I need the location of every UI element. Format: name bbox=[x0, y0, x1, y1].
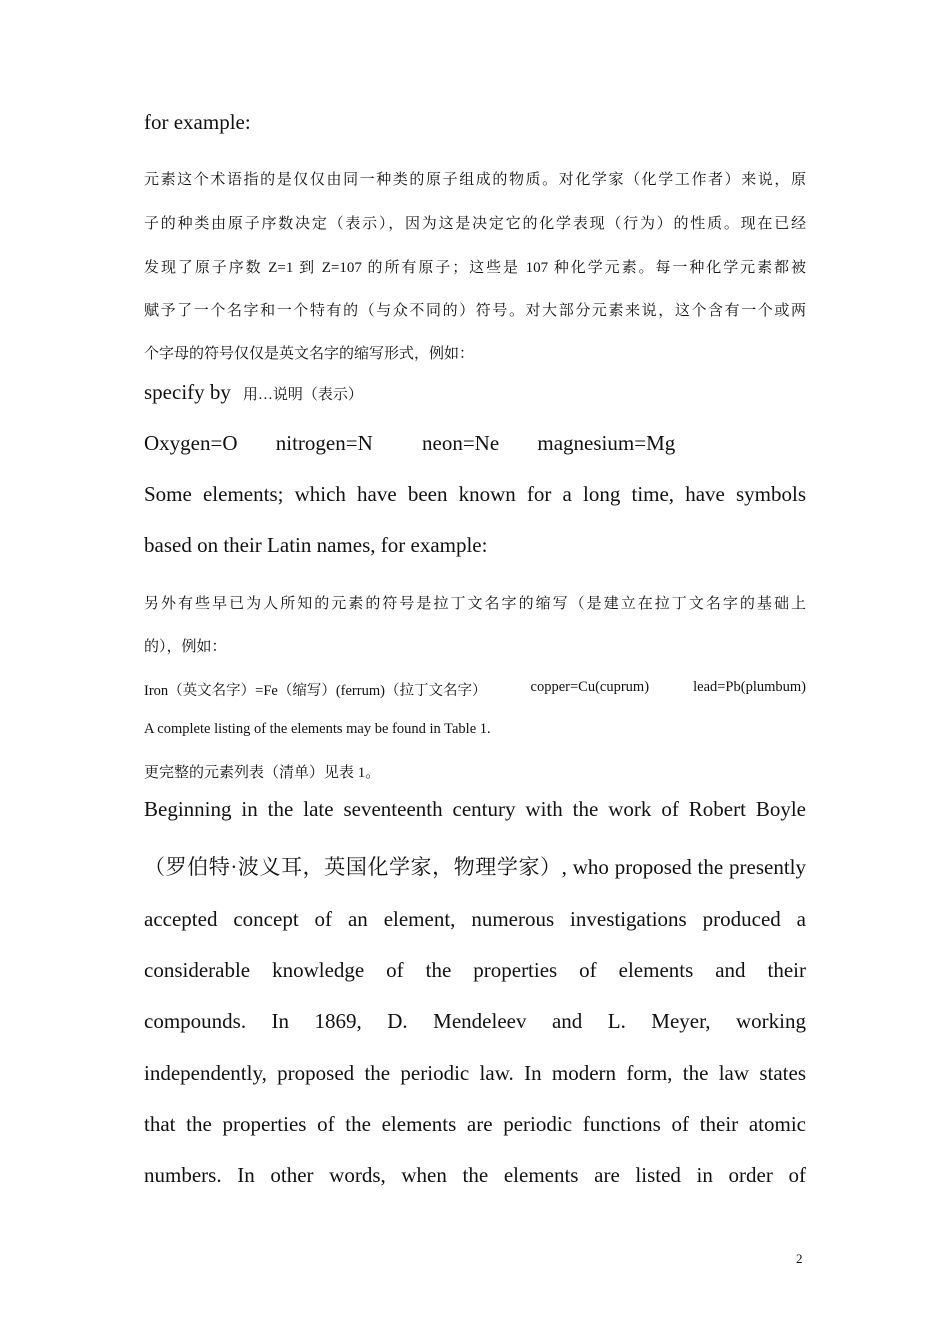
latin-examples-row bbox=[144, 679, 806, 700]
boyle-line-8: numbers. In other words, when the elements are listed in order of bbox=[144, 1163, 806, 1187]
latin-example-copper: copper=Cu(cuprum) bbox=[530, 679, 650, 695]
cn-para1-line-4: 赋予了一个名字和一个特有的（与众不同的）符号。对大部分元素来说，这个含有一个或两 bbox=[144, 303, 806, 319]
latin-example-iron: Iron（英文名字）=Fe（缩写）(ferrum)（拉丁文名字） bbox=[144, 683, 487, 699]
complete-listing-line: A complete listing of the elements may be found in Table 1. bbox=[144, 721, 491, 737]
boyle-line-2: （罗伯特·波义耳，英国化学家，物理学家）, who proposed the presently bbox=[144, 855, 806, 879]
element-neon: neon=Ne bbox=[422, 431, 500, 455]
element-oxygen: Oxygen=O bbox=[144, 431, 238, 455]
boyle-line-6: independently, proposed the periodic law. In modern form, the law states bbox=[144, 1061, 806, 1085]
for-example-heading: for example: bbox=[144, 110, 251, 134]
specify-term: specify by bbox=[144, 380, 231, 404]
cn-para1-line-5: 个字母的符号仅仅是英文名字的缩写形式，例如： bbox=[144, 346, 475, 362]
cn-para2-line-2: 的），例如： bbox=[144, 639, 227, 655]
boyle-line-5: compounds. In 1869, D. Mendeleev and L. Meyer, working bbox=[144, 1009, 806, 1033]
cn-listing-line: 更完整的元素列表（清单）见表 1。 bbox=[144, 765, 381, 781]
boyle-line-1: Beginning in the late seventeenth century with the work of Robert Boyle bbox=[144, 797, 806, 821]
cn-para2-line-1: 另外有些早已为人所知的元素的符号是拉丁文名字的缩写（是建立在拉丁文名字的基础上 bbox=[144, 596, 806, 612]
element-nitrogen: nitrogen=N bbox=[275, 431, 373, 455]
cn-para1-line-3: 发现了原子序数 Z=1 到 Z=107 的所有原子；这些是 107 种化学元素。每一种化学元素都被 bbox=[144, 260, 806, 276]
latin-example-lead: lead=Pb(plumbum) bbox=[693, 679, 806, 695]
element-magnesium: magnesium=Mg bbox=[537, 431, 676, 455]
page-number: 2 bbox=[796, 1251, 803, 1266]
cn-para1-line-2: 子的种类由原子序数决定（表示），因为这是决定它的化学表现（行为）的性质。现在已经 bbox=[144, 216, 806, 232]
boyle-line-4: considerable knowledge of the properties of elements and their bbox=[144, 958, 806, 982]
boyle-line-3: accepted concept of an element, numerous investigations produced a bbox=[144, 907, 806, 931]
boyle-line-7: that the properties of the elements are periodic functions of their atomic bbox=[144, 1112, 806, 1136]
some-elements-line-2: based on their Latin names, for example: bbox=[144, 533, 488, 557]
some-elements-line-1: Some elements; which have been known for a long time, have symbols bbox=[144, 482, 806, 506]
element-symbols-row bbox=[144, 431, 675, 456]
specify-definition: 用…说明（表示） bbox=[242, 387, 363, 403]
specify-by-line bbox=[144, 380, 363, 405]
cn-para1-line-1: 元素这个术语指的是仅仅由同一种类的原子组成的物质。对化学家（化学工作者）来说，原 bbox=[144, 172, 806, 188]
